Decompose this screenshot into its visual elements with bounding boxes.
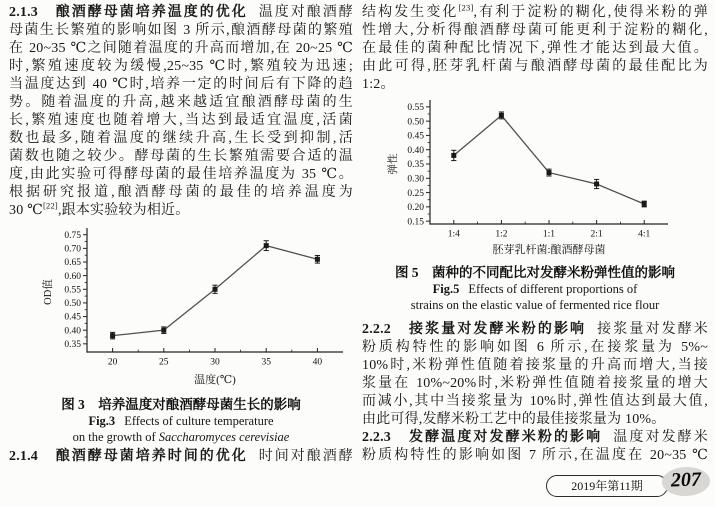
text-line: 2.2.3 发酵温度对发酵米粉的影响 温度对发酵米 (362, 430, 708, 445)
svg-text:0.45: 0.45 (407, 131, 424, 142)
text-line: 当温度达到 40 ℃时,培养一定的时间后有下降的趋 (9, 77, 353, 92)
text-line: 在最佳的菌种配比情况下,弹性才能达到最大值。 (362, 41, 708, 56)
svg-text:1:1: 1:1 (542, 229, 556, 240)
svg-text:0.35: 0.35 (64, 340, 81, 351)
svg-text:0.45: 0.45 (64, 312, 81, 323)
fig5-line-chart (384, 96, 676, 262)
text-line: 长,繁殖速度也随着增大,当达到最适宜温度,活菌 (9, 113, 353, 128)
text-line: 时,繁殖速度较为缓慢,25~35 ℃时,繁殖较为迅速; (9, 59, 353, 74)
text-line: 根据研究报道,酿酒酵母菌的最佳的培养温度为 (9, 185, 353, 200)
fig5-caption-label: Fig.5 (432, 282, 460, 296)
page-footer (546, 467, 710, 501)
svg-text:0.50: 0.50 (407, 117, 424, 128)
fig3-caption-label: Fig.3 (88, 414, 116, 428)
svg-text:20: 20 (107, 357, 118, 368)
fig3-caption-en-line1 (9, 413, 353, 429)
text-line: 菌数也随之较少。酵母菌的生长繁殖需要合适的温 (9, 149, 353, 164)
svg-text:0.15: 0.15 (407, 217, 424, 228)
svg-text:2:1: 2:1 (590, 229, 603, 240)
svg-text:弹性: 弹性 (388, 153, 399, 175)
svg-text:30: 30 (210, 357, 220, 368)
svg-text:1:2: 1:2 (495, 229, 508, 240)
svg-text:35: 35 (261, 357, 271, 368)
issue-badge: 2019年第11期 (546, 475, 668, 497)
svg-text:0.70: 0.70 (64, 244, 81, 255)
text-line: 度,由此实验可得酵母菌的最佳培养温度为 35 ℃。 (9, 167, 353, 182)
fig5-caption-en-text: Effects of different proportions of (468, 282, 638, 296)
section-2-2-3-paragraph (362, 429, 708, 465)
text-line: 由此可得,发酵米粉工艺中的最佳接浆量为 10%。 (362, 412, 666, 427)
text-line: 势。随着温度的升高,越来越适宜酿酒酵母菌的生 (9, 95, 353, 110)
text-line: 2.1.3 酿酒酵母菌培养温度的优化 温度对酿酒酵 (9, 5, 353, 20)
svg-text:0.40: 0.40 (64, 326, 81, 337)
fig3-caption-en-line2 (9, 429, 353, 445)
text-line: 数也最多,随着温度的继续升高,生长受到抑制,活 (9, 131, 353, 146)
text-line: 由此可得,胚芽乳杆菌与酿酒酵母菌的最佳配比为 (362, 59, 708, 74)
svg-text:0.55: 0.55 (64, 285, 81, 296)
text-line: 30 ℃[22],跟本实验较为相近。 (9, 200, 190, 218)
fig5-caption-cn: 图 5 菌种的不同配比对发酵米粉弹性值的影响 (394, 265, 676, 280)
svg-text:0.50: 0.50 (64, 299, 81, 310)
svg-text:25: 25 (159, 357, 169, 368)
text-line: 性增大,分析得酿酒酵母菌可能更利于淀粉的糊化, (362, 23, 708, 38)
text-line: 1:2。 (362, 77, 395, 92)
text-line: 母菌生长繁殖的影响如图 3 所示,酿酒酵母菌的繁殖 (9, 23, 353, 38)
svg-text:0.20: 0.20 (407, 203, 424, 214)
svg-text:0.35: 0.35 (407, 160, 424, 171)
fig3-caption-cn: 图 3 培养温度对酿酒酵母菌生长的影响 (61, 397, 301, 412)
svg-text:0.75: 0.75 (64, 230, 81, 241)
svg-text:胚芽乳杆菌:酿酒酵母菌: 胚芽乳杆菌:酿酒酵母菌 (492, 244, 606, 256)
svg-text:0.25: 0.25 (407, 188, 424, 199)
svg-text:OD值: OD值 (43, 279, 54, 305)
left-column (9, 4, 353, 466)
text-line: 而减小,其中当接浆量为 10%时,弹性值达到最大值, (362, 394, 708, 409)
svg-text:1:4: 1:4 (447, 229, 460, 240)
text-line: 2.2.2 接浆量对发酵米粉的影响 接浆量对发酵米 (362, 322, 708, 337)
section-2-2-2-paragraph (362, 321, 708, 429)
svg-text:0.60: 0.60 (64, 271, 81, 282)
intro-paragraph (362, 4, 708, 94)
svg-text:4:1: 4:1 (638, 229, 651, 240)
fig3-caption-en-text2: on the growth of (72, 430, 159, 444)
fig3-caption-species: Saccharomyces cerevisiae (158, 430, 290, 444)
fig5-caption-en-line2: strains on the elastic value of fermented rice flour (410, 298, 660, 312)
text-line: 结构发生变化[23],有利于淀粉的糊化,使得米粉的弹 (362, 2, 709, 20)
text-line: 粉质构特性的影响如图 6 所示,在接浆量为 5%~ (362, 340, 708, 355)
text-line: 在 20~35 ℃之间随着温度的升高而增加,在 20~25 ℃ (9, 41, 353, 56)
section-2-1-3-paragraph (9, 4, 353, 220)
fig3-line-chart (39, 222, 351, 394)
svg-text:0.65: 0.65 (64, 258, 81, 269)
fig5-caption-en-line1 (362, 281, 708, 297)
svg-text:0.40: 0.40 (407, 145, 424, 156)
fig3-caption-en-text: Effects of culture temperature (124, 414, 274, 428)
svg-text:0.55: 0.55 (407, 103, 424, 114)
text-line: 2.1.4 酿酒酵母菌培养时间的优化 时间对酿酒酵 (9, 449, 353, 464)
svg-text:温度(℃): 温度(℃) (194, 374, 236, 386)
page-number: 207 (662, 466, 711, 497)
section-2-1-4-paragraph (9, 448, 353, 466)
svg-text:0.30: 0.30 (407, 174, 424, 185)
svg-text:40: 40 (312, 357, 323, 368)
text-line: 10%时,米粉弹性值随着接浆量的升高而增大,当接 (362, 358, 708, 373)
right-column (362, 4, 708, 465)
text-line: 粉质构特性的影响如图 7 所示,在温度在 20~35 ℃ (362, 448, 708, 463)
text-line: 浆量在 10%~20%时,米粉弹性值随着接浆量的增大 (362, 376, 708, 391)
